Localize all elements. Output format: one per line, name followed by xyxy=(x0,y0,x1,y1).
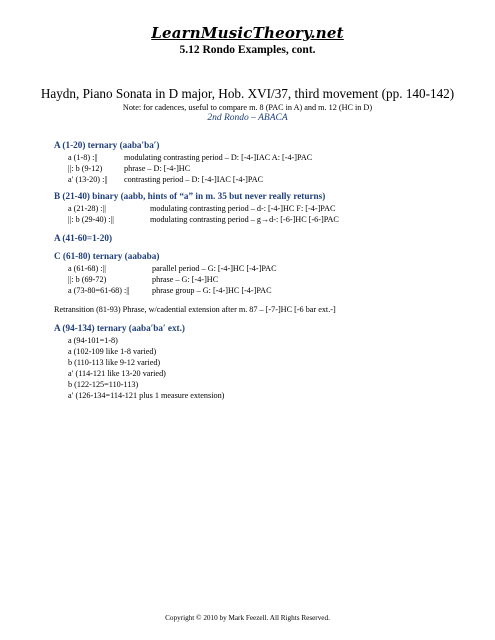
retransition-text: Retransition (81-93) Phrase, w/cadential extension after m. 87 – [-7-]HC [-6 bar ext.-] xyxy=(54,305,336,314)
copyright-footer: Copyright © 2010 by Mark Feezell. All Rights Reserved. xyxy=(165,614,330,622)
rondo-form: 2nd Rondo – ABACA xyxy=(207,113,288,123)
section-a3-row: b (110-113 like 9-12 varied) xyxy=(68,358,161,367)
section-c-row-label: ||: b (69-72) xyxy=(68,275,107,284)
section-c-row-desc: parallel period – G: [-4-]HC [-4-]PAC xyxy=(152,264,277,273)
site-title: LearnMusicTheory.net xyxy=(151,24,344,42)
section-a1-row-label: a′ (13-20) :|| xyxy=(68,175,108,184)
section-b-row-desc: modulating contrasting period – d-: [-4-]HC F: [-4-]PAC xyxy=(150,204,336,213)
section-c-row-desc: phrase – G: [-4-]HC xyxy=(152,275,219,284)
section-a1-heading: A (1-20) ternary (aaba′ba′) xyxy=(54,140,160,150)
section-a1-row-label: a (1-8) :|| xyxy=(68,153,98,162)
section-c-heading: C (61-80) ternary (aababa) xyxy=(54,251,160,261)
section-b-heading: B (21-40) binary (aabb, hints of “a” in m. 35 but never really returns) xyxy=(54,191,326,201)
section-a1-row-desc: phrase – D: [-4-]HC xyxy=(124,164,191,173)
section-a1-row-desc: contrasting period – D: [-4-]IAC [-4-]PAC xyxy=(124,175,264,184)
section-a3-row: a (94-101=1-8) xyxy=(68,336,118,345)
section-b-row-label: a (21-28) :|| xyxy=(68,204,106,213)
section-a3-heading: A (94-134) ternary (aaba′ba′ ext.) xyxy=(54,323,185,333)
section-a1-row-desc: modulating contrasting period – D: [-4-]IAC A: [-4-]PAC xyxy=(124,153,313,162)
cadence-note: Note: for cadences, useful to compare m. 8 (PAC in A) and m. 12 (HC in D) xyxy=(122,103,373,112)
section-a2-heading: A (41-60=1-20) xyxy=(54,233,113,243)
piece-title: Haydn, Piano Sonata in D major, Hob. XVI/37, third movement (pp. 140-142) xyxy=(40,86,455,101)
section-c-row-label: a (61-68) :|| xyxy=(68,264,106,273)
section-b-row-label: ||: b (29-40) :|| xyxy=(68,215,114,224)
section-a3-row: a′ (126-134=114-121 plus 1 measure extension) xyxy=(68,391,225,400)
section-a1-row-label: ||: b (9-12) xyxy=(68,164,103,173)
section-subtitle: 5.12 Rondo Examples, cont. xyxy=(179,44,316,56)
section-a3-row: a′ (114-121 like 13-20 varied) xyxy=(68,369,166,378)
section-b-row-desc: modulating contrasting period – g→d-: [-6-]HC [-6-]PAC xyxy=(150,215,339,224)
section-c-row-desc: phrase group – G: [-4-]HC [-4-]PAC xyxy=(152,286,272,295)
section-a3-row: b (122-125=110-113) xyxy=(68,380,139,389)
section-c-row-label: a (73-80=61-68) :|| xyxy=(68,286,130,295)
section-a3-row: a (102-109 like 1-8 varied) xyxy=(68,347,157,356)
